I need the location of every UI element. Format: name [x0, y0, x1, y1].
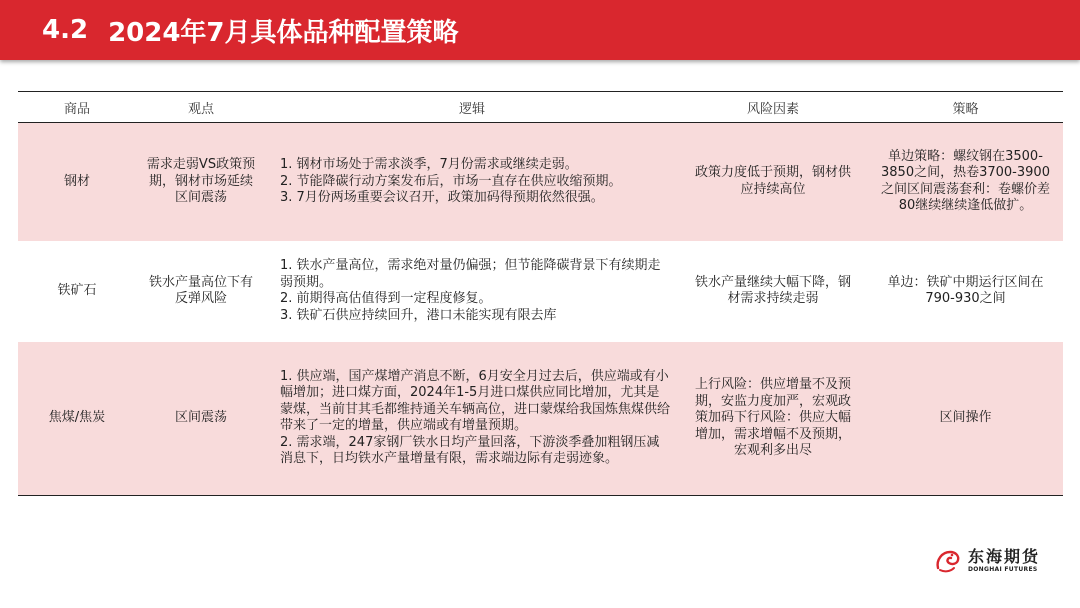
logic-item: 1. 钢材市场处于需求淡季，7月份需求或继续走弱。 — [280, 157, 578, 172]
dragon-logo-icon — [932, 546, 962, 576]
column-header-commodity: 商品 — [18, 92, 136, 123]
logic-item: 1. 供应端，国产煤增产消息不断，6月安全月过去后，供应端或有小幅增加；进口煤方面，2024年1-5月进口煤供应同比增加，尤其是蒙煤，当前甘其毛都维持通关车辆高位，进口蒙煤给我国炼焦煤供给带来了一定的增量，供应端或有增量预期。 — [280, 368, 671, 434]
cell-commodity: 铁矿石 — [18, 243, 136, 340]
logic-item: 2. 前期得高估值得到一定程度修复。 — [280, 291, 492, 306]
table-header-row — [18, 92, 1063, 123]
cell-view: 铁水产量高位下有反弹风险 — [136, 243, 266, 340]
cell-logic — [266, 123, 678, 243]
logo-name-cn: 东海期货 — [968, 547, 1041, 566]
section-number: 4.2 — [42, 15, 89, 45]
cell-logic — [266, 243, 678, 340]
page-title: 2024年7月具体品种配置策略 — [108, 17, 459, 48]
strategy-table — [18, 91, 1063, 496]
cell-view: 需求走弱VS政策预期，钢材市场延续区间震荡 — [136, 123, 266, 243]
logic-item: 3. 7月份两场重要会议召开，政策加码得预期依然很强。 — [280, 190, 604, 205]
logo-name-en: DONGHAI FUTURES — [968, 566, 1038, 573]
cell-logic — [266, 340, 678, 496]
column-header-view: 观点 — [136, 92, 266, 123]
column-header-risk: 风险因素 — [678, 92, 868, 123]
column-header-logic: 逻辑 — [266, 92, 678, 123]
company-logo — [932, 543, 1052, 579]
column-header-strategy: 策略 — [868, 92, 1063, 123]
cell-risk: 政策力度低于预期，钢材供应持续高位 — [678, 123, 868, 243]
logic-item: 2. 需求端，247家钢厂铁水日均产量回落，下游淡季叠加粗钢压减消息下，日均铁水产量增量有限，需求端边际有走弱迹象。 — [280, 434, 660, 467]
table-row-iron-ore — [18, 243, 1063, 340]
logic-item: 2. 节能降碳行动方案发布后，市场一直存在供应收缩预期。 — [280, 173, 622, 189]
cell-strategy: 单边：铁矿中期运行区间在790-930之间 — [868, 243, 1063, 340]
logic-item: 3. 铁矿石供应持续回升，港口未能实现有限去库 — [280, 307, 557, 323]
cell-risk: 上行风险：供应增量不及预期，安监力度加严，宏观政策加码下行风险：供应大幅增加，需求增幅不及预期，宏观利多出尽 — [678, 340, 868, 496]
cell-commodity: 焦煤/焦炭 — [18, 340, 136, 496]
table-row-steel — [18, 123, 1063, 243]
cell-risk: 铁水产量继续大幅下降，钢材需求持续走弱 — [678, 243, 868, 340]
logic-item: 1. 铁水产量高位，需求绝对量仍偏强；但节能降碳背景下有续期走弱预期。 — [280, 258, 661, 290]
cell-strategy: 单边策略：螺纹钢在3500-3850之间，热卷3700-3900之间区间震荡套利：卷螺价差80继续继续逢低做扩。 — [868, 123, 1063, 243]
cell-commodity: 钢材 — [18, 123, 136, 243]
table-row-coking-coal — [18, 340, 1063, 496]
title-bar — [0, 0, 1080, 60]
cell-strategy: 区间操作 — [868, 340, 1063, 496]
cell-view: 区间震荡 — [136, 340, 266, 496]
